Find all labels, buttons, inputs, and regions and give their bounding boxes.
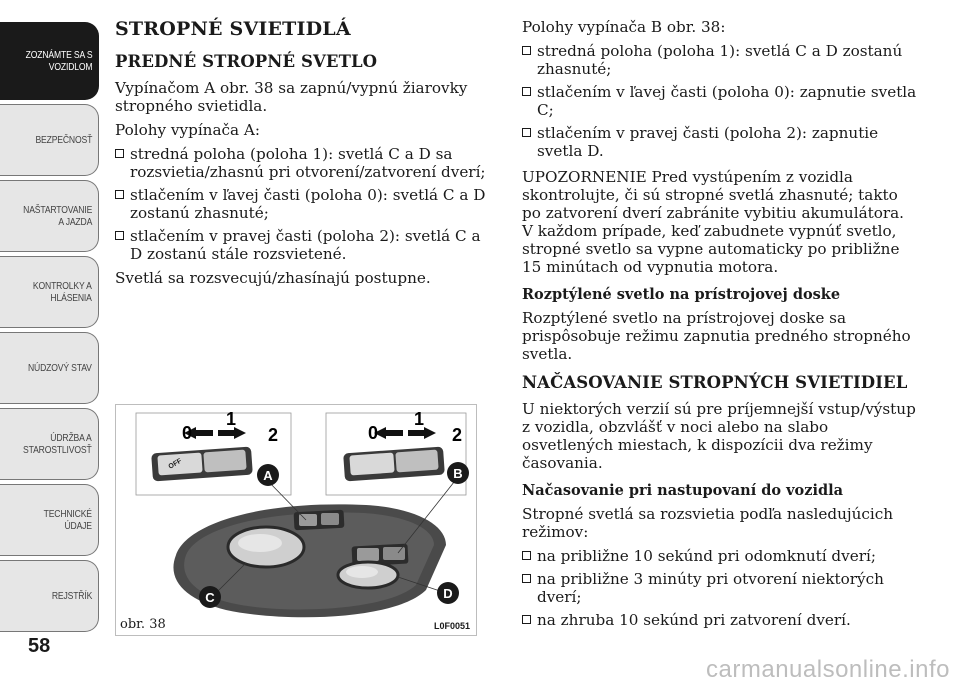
left-column bbox=[115, 18, 495, 293]
list-item bbox=[522, 83, 917, 119]
paragraph: Polohy vypínača B obr. 38: bbox=[522, 18, 726, 36]
list-item bbox=[115, 145, 495, 181]
position-0-label-a: 0 bbox=[182, 423, 193, 443]
figure-code: L0F0051 bbox=[433, 621, 470, 631]
tab-label: REJSTŘÍK bbox=[51, 590, 92, 602]
paragraph: Vypínačom A obr. 38 sa zapnú/vypnú žiarovky stropného svietidla. bbox=[115, 79, 468, 115]
callout-a-label: A bbox=[263, 468, 273, 483]
figure-38 bbox=[115, 404, 477, 636]
position-2-label-b: 2 bbox=[452, 425, 463, 445]
tab-label: BEZPEČNOSŤ bbox=[35, 134, 92, 146]
position-0-label-b: 0 bbox=[368, 423, 379, 443]
tab-label: KONTROLKY A HLÁSENIA bbox=[33, 280, 92, 304]
list-item-text: stlačením v ľavej časti (poloha 0): svetlá C a D zostanú zhasnuté; bbox=[130, 186, 486, 222]
tab-rejstrik[interactable] bbox=[0, 560, 99, 632]
checkbox-bullet-icon bbox=[522, 87, 531, 96]
checkbox-bullet-icon bbox=[115, 190, 124, 199]
tab-udrzba-a-starostlivost[interactable] bbox=[0, 408, 99, 480]
arrow-center-gap bbox=[403, 425, 408, 441]
paragraph: Stropné svetlá sa rozsvietia podľa nasledujúcich režimov: bbox=[522, 505, 894, 541]
switch-a-off-text: OFF bbox=[167, 457, 184, 471]
section-title: STROPNÉ SVIETIDLÁ bbox=[115, 18, 351, 40]
switch-b-right-half bbox=[395, 450, 438, 473]
switch-b-left-half bbox=[349, 452, 394, 475]
paragraph: Svetlá sa rozsvecujú/zhasínajú postupne. bbox=[115, 269, 431, 287]
checkbox-bullet-icon bbox=[522, 46, 531, 55]
switch-a-button-right bbox=[321, 513, 339, 525]
callout-b bbox=[447, 462, 469, 484]
list-item bbox=[522, 570, 917, 606]
paragraph: Rozptýlené svetlo na prístrojovej doske sa prispôsobuje režimu zapnutia predného stropného svetla. bbox=[522, 309, 911, 363]
callout-a bbox=[257, 464, 279, 486]
figure-caption: obr. 38 bbox=[120, 617, 166, 632]
callout-b-label: B bbox=[453, 466, 463, 481]
list-item bbox=[522, 547, 917, 565]
list-item-text: stredná poloha (poloha 1): svetlá C a D sa rozsvietia/zhasnú pri otvorení/zatvorení dverí; bbox=[130, 145, 486, 181]
tab-kontrolky-a-hlasenia[interactable] bbox=[0, 256, 99, 328]
arrow-center-gap bbox=[213, 425, 218, 441]
tab-label: ÚDRŽBA A STAROSTLIVOSŤ bbox=[23, 432, 92, 456]
list-item bbox=[115, 186, 495, 222]
bullet-list bbox=[522, 547, 917, 629]
checkbox-bullet-icon bbox=[522, 574, 531, 583]
lens-c-highlight bbox=[238, 534, 282, 552]
position-2-label-a: 2 bbox=[268, 425, 279, 445]
list-item bbox=[522, 42, 917, 78]
tab-nastartovanie-a-jazda[interactable] bbox=[0, 180, 99, 252]
position-1-label-b: 1 bbox=[414, 409, 425, 429]
callout-c-label: C bbox=[205, 590, 215, 605]
checkbox-bullet-icon bbox=[115, 231, 124, 240]
list-item-text: na približne 3 minúty pri otvorení niektorých dverí; bbox=[537, 570, 884, 606]
callout-d-label: D bbox=[443, 586, 453, 601]
warning-paragraph: UPOZORNENIE Pred vystúpením z vozidla skontrolujte, či sú stropné svetlá zhasnuté; takto po zatvorení dverí zabránite vybitiu akumulátora. V každom prípade, keď zabudnete vypnúť svetlo, stropné svetlo sa vypne automaticky po približne 15 minútach od vypnutia motora. bbox=[522, 168, 905, 276]
switch-b-button-left bbox=[357, 548, 379, 561]
bullet-list bbox=[522, 42, 917, 160]
checkbox-bullet-icon bbox=[115, 149, 124, 158]
callout-d bbox=[437, 582, 459, 604]
list-item-text: stredná poloha (poloha 1): svetlá C a D zostanú zhasnuté; bbox=[537, 42, 903, 78]
lens-d-highlight bbox=[346, 566, 378, 578]
section-subtitle: PREDNÉ STROPNÉ SVETLO bbox=[115, 52, 378, 71]
paragraph: U niektorých verzií sú pre príjemnejší vstup/výstup z vozidla, obzvlášť v noci alebo na slabo osvetlených miestach, k dispozícii dva režimy časovania. bbox=[522, 400, 916, 472]
list-item-text: stlačením v ľavej časti (poloha 0): zapnutie svetla C; bbox=[537, 83, 917, 119]
checkbox-bullet-icon bbox=[522, 615, 531, 624]
tab-label: ZOZNÁMTE SA S VOZIDLOM bbox=[25, 49, 92, 73]
watermark: carmanualsonline.info bbox=[706, 656, 950, 683]
tab-bezpecnost[interactable] bbox=[0, 104, 99, 176]
list-item-text: stlačením v pravej časti (poloha 2): zapnutie svetla D. bbox=[537, 124, 879, 160]
chapter-sidebar bbox=[0, 0, 100, 686]
checkbox-bullet-icon bbox=[522, 128, 531, 137]
tab-zoznamte-sa-s-vozidlom[interactable] bbox=[0, 22, 99, 100]
callout-c bbox=[199, 586, 221, 608]
list-item-text: stlačením v pravej časti (poloha 2): svetlá C a D zostanú stále rozsvietené. bbox=[130, 227, 481, 263]
switch-a-on-half bbox=[203, 450, 246, 473]
list-item bbox=[115, 227, 495, 263]
heading-entry-timing: Načasovanie pri nastupovaní do vozidla bbox=[522, 482, 843, 499]
tab-label: NÚDZOVÝ STAV bbox=[28, 362, 92, 374]
tab-label: NAŠTARTOVANIE A JAZDA bbox=[22, 204, 92, 228]
bullet-list bbox=[115, 145, 495, 263]
heading-timing: NAČASOVANIE STROPNÝCH SVIETIDIEL bbox=[522, 373, 908, 392]
list-item-text: na zhruba 10 sekúnd pri zatvorení dverí. bbox=[537, 611, 851, 629]
heading-diffuse-light: Rozptýlené svetlo na prístrojovej doske bbox=[522, 286, 841, 303]
list-item-text: na približne 10 sekúnd pri odomknutí dverí; bbox=[537, 547, 876, 565]
right-column bbox=[522, 18, 917, 635]
tab-technicke-udaje[interactable] bbox=[0, 484, 99, 556]
checkbox-bullet-icon bbox=[522, 551, 531, 560]
tab-nudzovy-stav[interactable] bbox=[0, 332, 99, 404]
list-item bbox=[522, 124, 917, 160]
position-1-label-a: 1 bbox=[226, 409, 237, 429]
paragraph: Polohy vypínača A: bbox=[115, 121, 260, 139]
tab-label: TECHNICKÉ ÚDAJE bbox=[43, 508, 92, 532]
list-item bbox=[522, 611, 917, 629]
ceiling-light-illustration bbox=[116, 405, 476, 635]
page-number: 58 bbox=[28, 635, 51, 657]
